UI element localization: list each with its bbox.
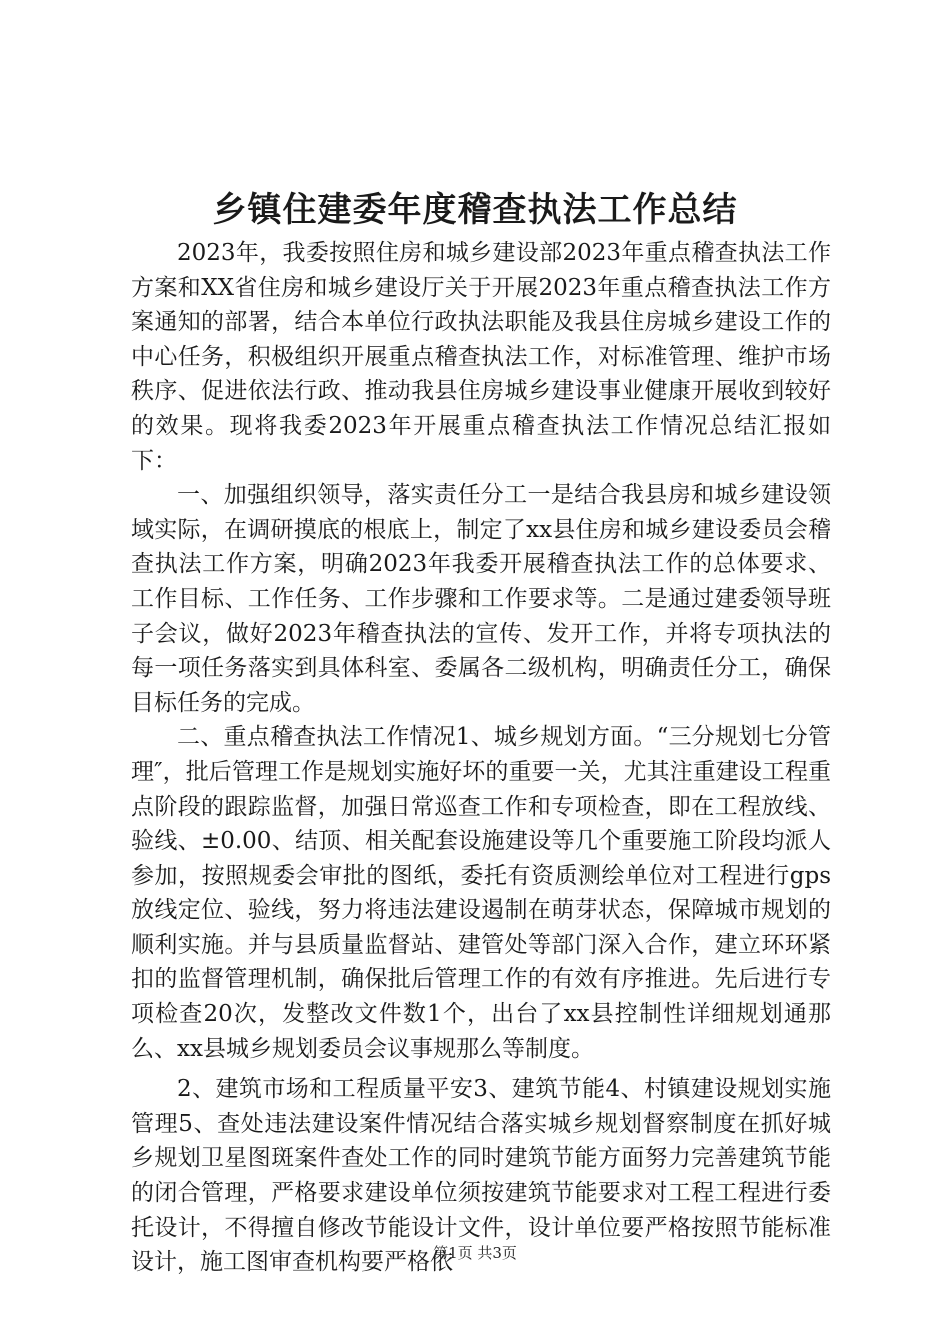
paragraph-section-2: 二、重点稽查执法工作情况1、城乡规划方面。“三分规划七分管理″，批后管理工作是规划实施好坏的重要一关，尤其注重建设工程重点阶段的跟踪监督，加强日常巡查工作和专项检查，即在工程放线、验线、±0.00、结顶、相关配套设施建设等几个重要施工阶段均派人参加，按照规委会审批的图纸，委托有资质测绘单位对工程进行gps放线定位、验线，努力将违法建设遏制在萌芽状态，保障城市规划的顺利实施。并与县质量监督站、建管处等部门深入合作，建立环环紧扣的监督管理机制，确保批后管理工作的有效有序推进。先后进行专项检查20次，发整改文件数1个，出台了xx县控制性详细规划通那么、xx县城乡规划委员会议事规那么等制度。 <box>131 724 831 1062</box>
page-number-footer: 第1页 共3页 <box>433 1244 517 1262</box>
document-body <box>131 236 831 1280</box>
paragraph-intro: 2023年，我委按照住房和城乡建设部2023年重点稽查执法工作方案和XX省住房和城乡建设厅关于开展2023年重点稽查执法工作方案通知的部署，结合本单位行政执法职能及我县住房城乡建设工作的中心任务，积极组织开展重点稽查执法工作，对标准管理、维护市场秩序、促进依法行政、推动我县住房城乡建设事业健康开展收到较好的效果。现将我委2023年开展重点稽查执法工作情况总结汇报如下： <box>131 240 831 474</box>
document-title: 乡镇住建委年度稽查执法工作总结 <box>212 190 738 230</box>
paragraph-section-1: 一、加强组织领导，落实责任分工一是结合我县房和城乡建设领域实际，在调研摸底的根底上，制定了xx县住房和城乡建设委员会稽查执法工作方案，明确2023年我委开展稽查执法工作的总体要求、工作目标、工作任务、工作步骤和工作要求等。二是通过建委领导班子会议，做好2023年稽查执法的宣传、发开工作，并将专项执法的每一项任务落实到具体科室、委属各二级机构，明确责任分工，确保目标任务的完成。 <box>131 482 831 716</box>
paragraph-section-2-items: 2、建筑市场和工程质量平安3、建筑节能4、村镇建设规划实施管理5、查处违法建设案件情况结合落实城乡规划督察制度在抓好城乡规划卫星图斑案件查处工作的同时建筑节能方面努力完善建筑节能的闭合管理，严格要求建设单位须按建筑节能要求对工程工程进行委托设计，不得擅自修改节能设计文件，设计单位要严格按照节能标准设计，施工图审查机构要严格依 <box>131 1076 831 1276</box>
